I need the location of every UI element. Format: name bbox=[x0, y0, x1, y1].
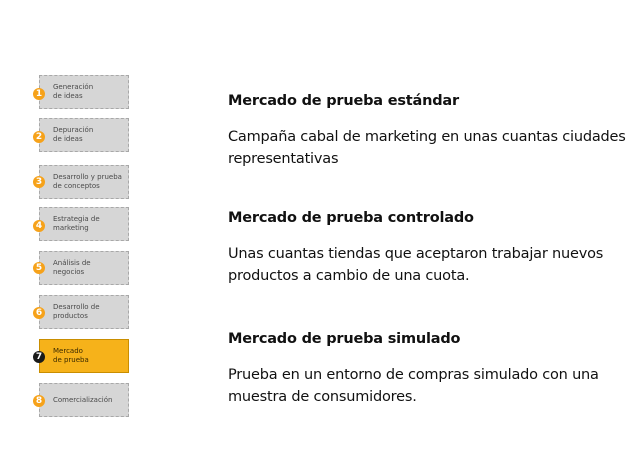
step-label: Estrategia de marketing bbox=[53, 215, 100, 232]
step-number-badge: 1 bbox=[33, 88, 45, 100]
step-marketing-strategy bbox=[39, 207, 129, 241]
step-idea-screening bbox=[39, 118, 129, 152]
section-text-simulated: Prueba en un entorno de compras simulado con una muestra de consumidores. bbox=[228, 367, 599, 405]
step-number-badge: 3 bbox=[33, 176, 45, 188]
step-number-badge: 5 bbox=[33, 262, 45, 274]
step-label: Generación de ideas bbox=[53, 83, 94, 100]
step-number-badge: 8 bbox=[33, 395, 45, 407]
step-label: Desarrollo y prueba de conceptos bbox=[53, 173, 122, 190]
step-number-badge: 4 bbox=[33, 220, 45, 232]
section-title-standard: Mercado de prueba estándar bbox=[228, 93, 459, 109]
section-text-controlled: Unas cuantas tiendas que aceptaron trabajar nuevos productos a cambio de una cuota. bbox=[228, 246, 604, 284]
section-text-standard: Campaña cabal de marketing en unas cuantas ciudades representativas bbox=[228, 129, 626, 167]
step-label: Desarrollo de productos bbox=[53, 303, 100, 320]
step-product-development bbox=[39, 295, 129, 329]
step-label: Depuración de ideas bbox=[53, 126, 94, 143]
step-concept-testing bbox=[39, 165, 129, 199]
step-number-badge: 6 bbox=[33, 307, 45, 319]
step-number-badge: 2 bbox=[33, 131, 45, 143]
section-title-controlled: Mercado de prueba controlado bbox=[228, 210, 474, 226]
step-business-analysis bbox=[39, 251, 129, 285]
process-steps bbox=[0, 0, 140, 452]
section-title-simulated: Mercado de prueba simulado bbox=[228, 331, 461, 347]
step-idea-generation bbox=[39, 75, 129, 109]
step-commercialization bbox=[39, 383, 129, 417]
step-label: Mercado de prueba bbox=[53, 347, 89, 364]
step-number-badge-active: 7 bbox=[33, 351, 45, 363]
step-label: Análisis de negocios bbox=[53, 259, 91, 276]
step-label: Comercialización bbox=[53, 395, 113, 404]
step-test-market bbox=[39, 339, 129, 373]
